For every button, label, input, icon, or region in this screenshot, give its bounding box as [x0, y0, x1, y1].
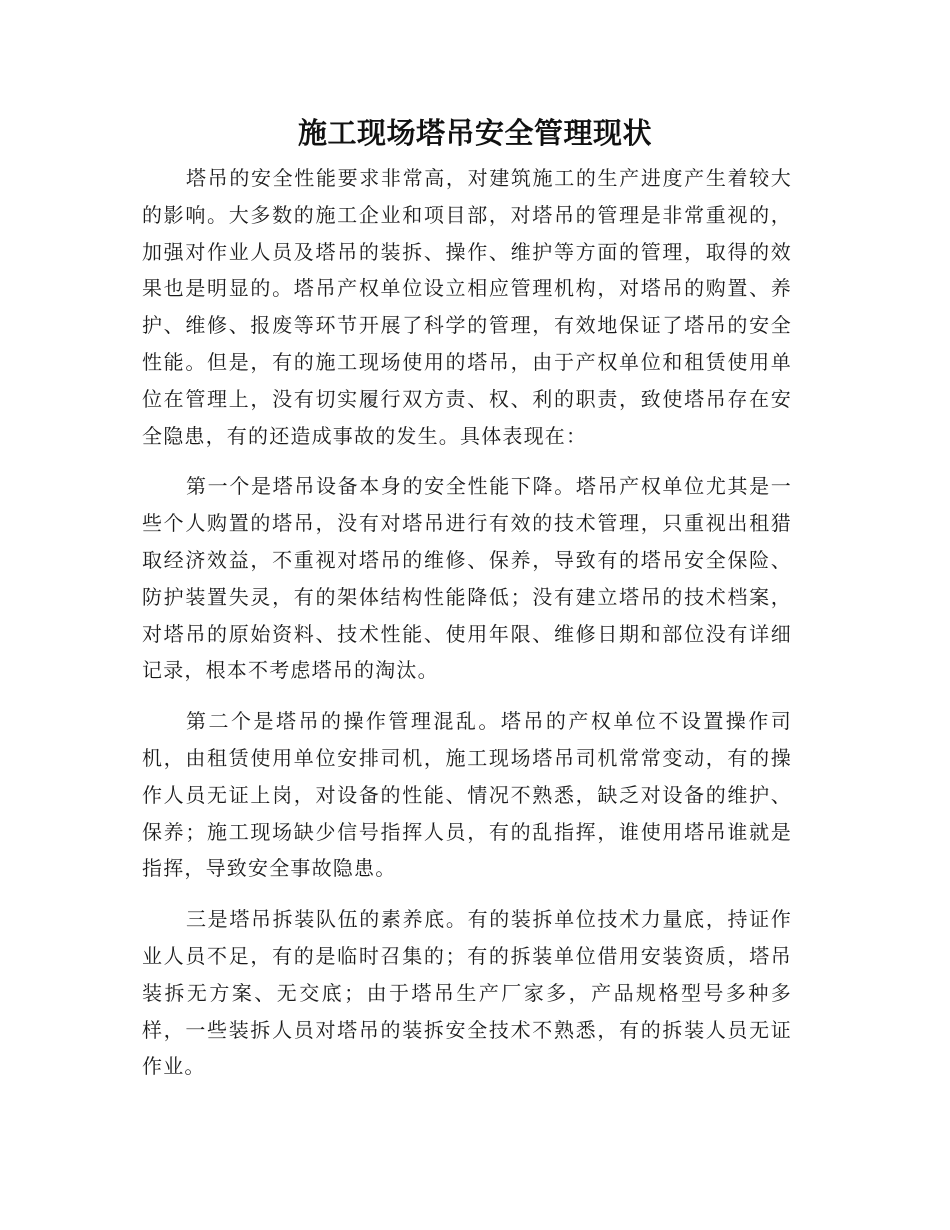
document-title: 施工现场塔吊安全管理现状	[297, 116, 652, 150]
paragraph-point-3: 三是塔吊拆装队伍的素养底。有的装拆单位技术力量底，持证作业人员不足，有的是临时召集的；有的拆装单位借用安装资质，塔吊装拆无方案、无交底；由于塔吊生产厂家多，产品规格型号多种多样，一些装拆人员对塔吊的装拆安全技术不熟悉，有的拆装人员无证作业。	[142, 907, 792, 1079]
paragraph-point-2: 第二个是塔吊的操作管理混乱。塔吊的产权单位不设置操作司机，由租赁使用单位安排司机，施工现场塔吊司机常常变动，有的操作人员无证上岗，对设备的性能、情况不熟悉，缺乏对设备的维护、保养；施工现场缺少信号指挥人员，有的乱指挥，谁使用塔吊谁就是指挥，导致安全事故隐患。	[142, 709, 792, 881]
paragraph-intro: 塔吊的安全性能要求非常高，对建筑施工的生产进度产生着较大的影响。大多数的施工企业和项目部，对塔吊的管理是非常重视的，加强对作业人员及塔吊的装拆、操作、维护等方面的管理，取得的效果也是明显的。塔吊产权单位设立相应管理机构，对塔吊的购置、养护、维修、报废等环节开展了科学的管理，有效地保证了塔吊的安全性能。但是，有的施工现场使用的塔吊，由于产权单位和租赁使用单位在管理上，没有切实履行双方责、权、利的职责，致使塔吊存在安全隐患，有的还造成事故的发生。具体表现在：	[142, 166, 792, 448]
paragraph-point-1: 第一个是塔吊设备本身的安全性能下降。塔吊产权单位尤其是一些个人购置的塔吊，没有对塔吊进行有效的技术管理，只重视出租猎取经济效益，不重视对塔吊的维修、保养，导致有的塔吊安全保险、防护装置失灵，有的架体结构性能降低；没有建立塔吊的技术档案，对塔吊的原始资料、技术性能、使用年限、维修日期和部位没有详细记录，根本不考虑塔吊的淘汰。	[142, 474, 792, 683]
document-body	[142, 160, 792, 1099]
